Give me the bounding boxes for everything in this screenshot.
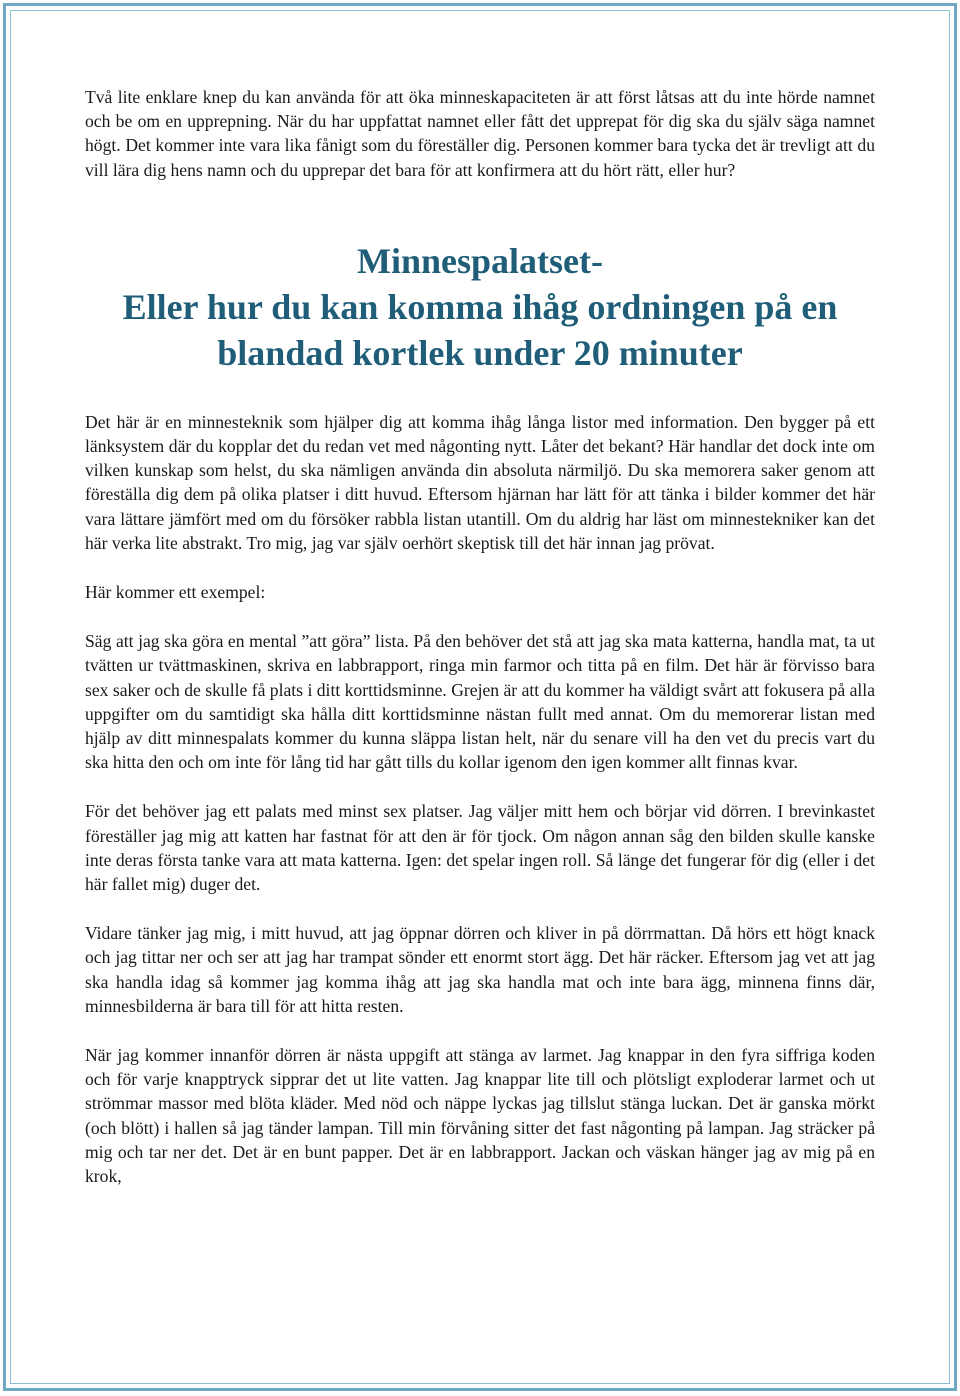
document-body — [85, 85, 875, 1188]
heading-line-1: Minnespalatset- — [357, 240, 603, 281]
body-paragraph-5: Vidare tänker jag mig, i mitt huvud, att jag öppnar dörren och kliver in på dörrmattan. Då hörs ett högt knack och jag tittar ner och ser att jag har trampat sönder ett enormt stort ägg. Det här räcker. Eftersom jag vet att jag ska handla idag så kommer jag komma ihåg att jag ska handla mat och inte bara ägg, minnena finns där, minnesbilderna är bara till för att hitta resten. — [85, 923, 875, 1016]
body-paragraph-4: För det behöver jag ett palats med minst sex platser. Jag väljer mitt hem och börjar vid dörren. I brevinkastet föreställer jag mig att katten har fastnat för att den är för tjock. Om någon annan såg den bilden skulle kanske inte deras första tanke vara att mata katterna. Igen: det spelar ingen roll. Så länge det fungerar för dig (eller i det här fallet mig) duger det. — [85, 801, 875, 895]
heading-line-2: Eller hur du kan komma ihåg ordningen på en — [122, 286, 838, 327]
body-paragraph-1: Det här är en minnesteknik som hjälper dig att komma ihåg långa listor med information. Den bygger på ett länksystem där du kopplar det du redan vet med någonting nytt. Låter det bekant? Här handlar det dock inte om vilken kunskap som helst, du ska nämligen använda din absoluta närmiljö. Du ska memorera saker genom att föreställa dig dem på olika platser i ditt huvud. Eftersom hjärnan har lätt för att tänka i bilder kommer det här vara lättare jämfört med om du försöker rabbla listan utantill. Om du aldrig har läst om minnestekniker kan det här verka lite abstrakt. Tro mig, jag var själv oerhört skeptisk till det här innan jag prövat. — [85, 411, 875, 553]
heading-line-3: blandad kortlek under 20 minuter — [217, 332, 743, 373]
intro-paragraph: Två lite enklare knep du kan använda för att öka minneskapaciteten är att först låtsas att du inte hörde namnet och be om en upprepning. När du har uppfattat namnet eller fått det upprepat för dig ska du själv säga namnet högt. Det kommer inte vara lika fånigt som du föreställer dig. Personen kommer bara tycka det är trevligt att du vill lära dig hens namn och du upprepar det bara för att konfirmera att du hört rätt, eller hur? — [85, 87, 875, 180]
section-heading — [85, 238, 875, 376]
body-paragraph-3: Säg att jag ska göra en mental ”att göra” lista. På den behöver det stå att jag ska mata katterna, handla mat, ta ut tvätten ur tvättmaskinen, skriva en labbrapport, ringa min farmor och titta på en film. Det här är förvisso bara sex saker och de skulle få plats i ditt korttidsminne. Grejen är att du kommer ha väldigt svårt att fokusera på alla uppgifter om du samtidigt ska hålla ditt korttidsminne nästan fullt med annat. Om du memorerar listan med hjälp av ditt minnespalats kommer du kunna släppa listan helt, när du senare vill ha den vet du precis vart du ska hitta den och om inte för lång tid har gått tills du kollar igenom den igen kommer allt finnas kvar. — [85, 631, 875, 773]
body-paragraph-6: När jag kommer innanför dörren är nästa uppgift att stänga av larmet. Jag knappar in den fyra siffriga koden och för varje knapptryck sipprar det ut lite vatten. Jag knappar lite till och plötsligt exploderar larmet och ut strömmar massor med blöta kläder. Med nöd och näppe lyckas jag tillslut stänga luckan. Det är ganska mörkt (och blött) i hallen så jag tänder lampan. Till min förvåning sitter det fast någonting på lampan. Jag sträcker på mig och tar ner det. Det är en bunt papper. Det är en labbrapport. Jackan och väskan hänger jag av mig på en krok, — [85, 1045, 875, 1187]
body-paragraph-2: Här kommer ett exempel: — [85, 582, 266, 603]
